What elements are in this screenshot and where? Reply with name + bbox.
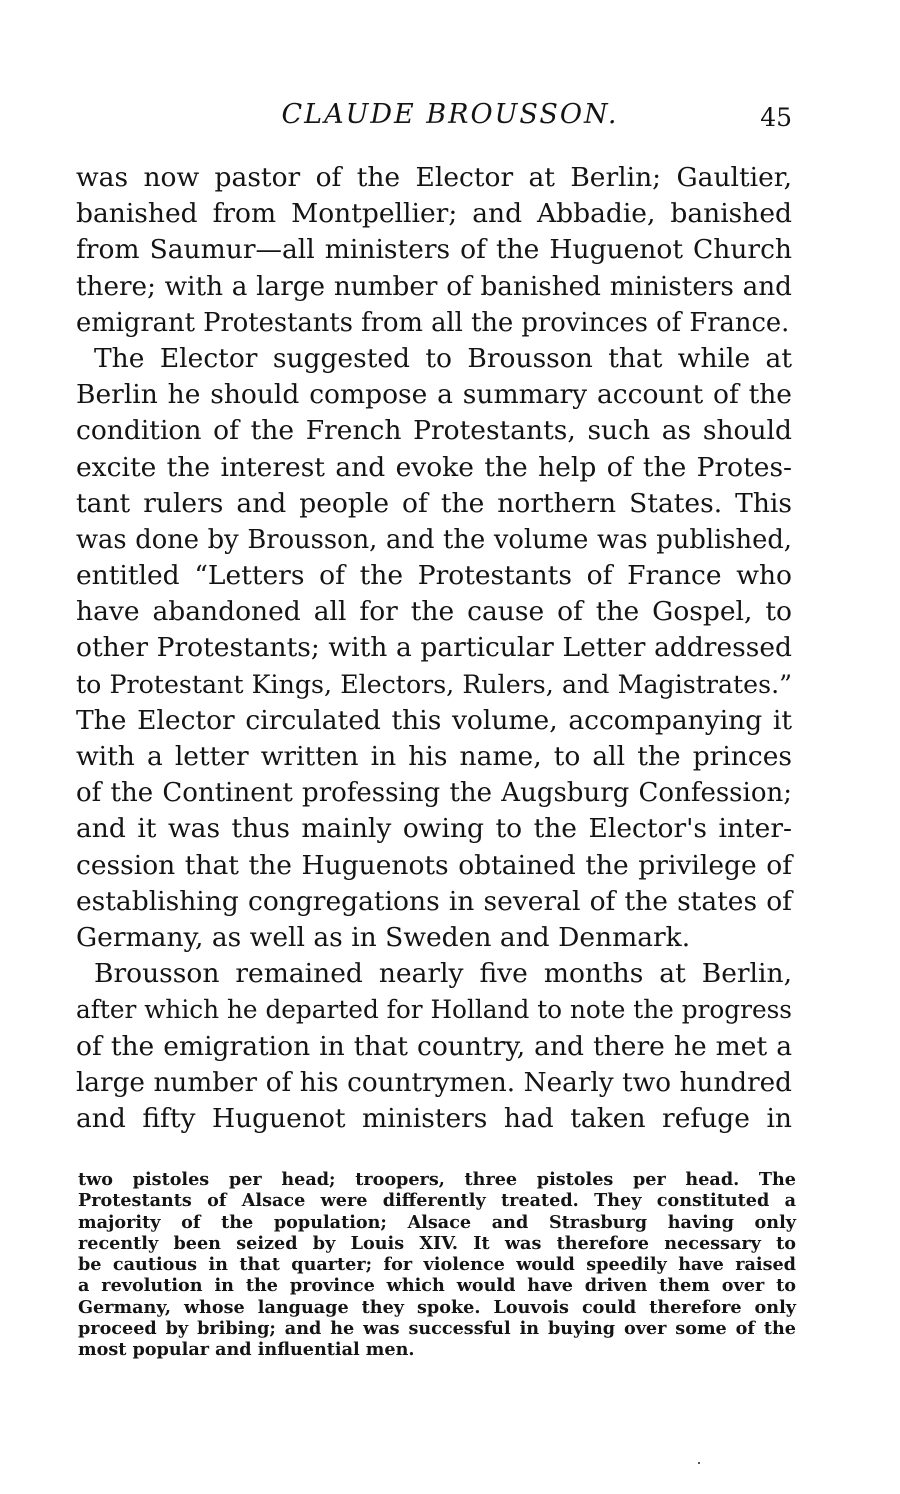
text-line: was done by Brousson, and the volume was published,	[76, 524, 792, 555]
footnote-line: proceed by bribing; and he was successful in buying over some of the	[78, 1318, 796, 1340]
text-line: have abandoned all for the cause of the Gospel, to	[76, 596, 792, 628]
text-line: with a letter written in his name, to all the princes	[76, 741, 792, 772]
text-line: establishing congregations in several of the states of	[76, 885, 792, 917]
footnote-line: be cautious in that quarter; for violence would speedily have raised	[78, 1254, 796, 1276]
text-line: The Elector circulated this volume, accompanying it	[76, 704, 792, 736]
footnote-line: recently been seized by Louis XIV. It was therefore necessary to	[78, 1232, 796, 1254]
footnote-line: Protestants of Alsace were differently treated. They constituted a	[78, 1190, 796, 1212]
text-line: entitled “Letters of the Protestants of France who	[76, 560, 792, 592]
text-line: Brousson remained nearly five months at Berlin,	[94, 958, 792, 990]
footnote-line: a revolution in the province which would have driven them over to	[78, 1275, 796, 1297]
text-line: excite the interest and evoke the help of the Protes-	[76, 451, 792, 483]
running-title: CLAUDE BROUSSON.	[281, 99, 619, 130]
footnote-line: Germany, whose language they spoke. Louvois could therefore only	[78, 1296, 796, 1318]
text-line: to Protestant Kings, Electors, Rulers, and Magistrates.”	[76, 669, 792, 699]
text-line: and fifty Huguenot ministers had taken refuge in	[76, 1102, 792, 1134]
text-line: banished from Montpellier; and Abbadie, banished	[76, 198, 792, 230]
footnote-line: most popular and influential men.	[78, 1339, 415, 1361]
footnote	[78, 1169, 796, 1361]
text-line: Germany, as well as in Sweden and Denmark.	[76, 921, 691, 953]
text-line: other Protestants; with a particular Letter addressed	[76, 632, 792, 664]
text-line: tant rulers and people of the northern States. This	[76, 487, 792, 519]
footnote-line: majority of the population; Alsace and Strasburg having only	[78, 1211, 796, 1233]
print-speck	[698, 1462, 700, 1464]
text-line: cession that the Huguenots obtained the privilege of	[76, 849, 792, 881]
running-head	[0, 99, 900, 139]
text-line: and it was thus mainly owing to the Elector's inter-	[76, 813, 792, 845]
page-number: 45	[760, 103, 792, 132]
text-line: of the Continent professing the Augsburg Confession;	[76, 778, 792, 809]
footnote-line: two pistoles per head; troopers, three pistoles per head. The	[78, 1169, 796, 1190]
text-line: there; with a large number of banished ministers and	[76, 271, 792, 302]
text-line: after which he departed for Holland to note the progress	[76, 995, 792, 1025]
text-line: condition of the French Protestants, such as should	[76, 415, 792, 447]
text-line: large number of his countrymen. Nearly two hundred	[76, 1067, 792, 1098]
text-line: emigrant Protestants from all the provinces of France.	[76, 307, 790, 338]
text-line: The Elector suggested to Brousson that while at	[94, 342, 792, 374]
text-line: was now pastor of the Elector at Berlin; Gaultier,	[76, 162, 792, 193]
body-text	[76, 160, 792, 1137]
text-line: of the emigration in that country, and there he met a	[76, 1030, 792, 1062]
text-line: from Saumur—all ministers of the Huguenot Church	[76, 234, 792, 266]
text-line: Berlin he should compose a summary account of the	[76, 379, 792, 411]
